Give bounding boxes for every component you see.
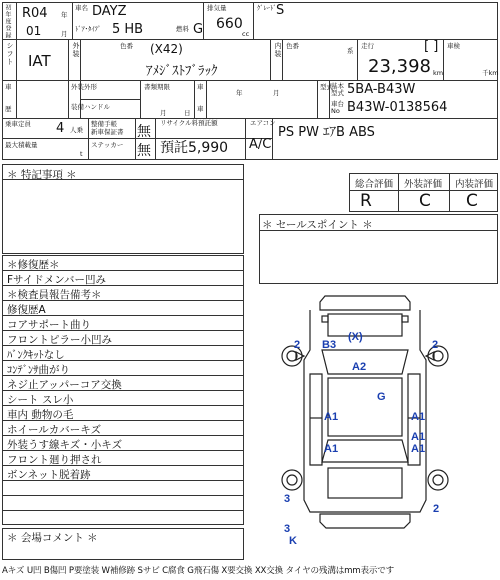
divider — [317, 80, 318, 118]
interior-rating-label: 内装評価 — [455, 179, 494, 190]
persons-label: 人乗 — [70, 126, 83, 134]
reg-year-label: 初年度登録 — [4, 4, 11, 39]
overall-rating-label: 総合評価 — [355, 179, 394, 190]
km-label: km — [433, 69, 444, 77]
note-text: ＊修復歴＊ — [7, 259, 60, 271]
recycle-label: リサイクル料預託額 — [160, 119, 218, 127]
divider — [16, 39, 17, 80]
damage-mark: 2 — [432, 339, 439, 351]
date-nen: 年 — [236, 89, 243, 97]
divider — [203, 2, 204, 39]
fuel-label: 燃料 — [176, 25, 189, 33]
divider — [245, 118, 246, 160]
note-row — [3, 436, 243, 451]
new-warranty-label: 新車保証書 — [91, 128, 124, 136]
note-text: ｺﾝﾃﾞﾝｻ曲がり — [7, 364, 70, 376]
maintenance-label: 整備手帳 — [91, 120, 117, 128]
damage-mark: A1 — [411, 411, 426, 423]
venue-comment-title: ＊ 会場コメント ＊ — [7, 532, 98, 544]
note-text: ネジ止アッパーコア交換 — [7, 379, 122, 391]
outer-shape-label: 外形 — [84, 83, 97, 91]
damage-mark: B3 — [322, 339, 337, 351]
divider — [72, 2, 73, 39]
car-name-value: DAYZ — [92, 4, 127, 19]
sales-point-box — [259, 214, 498, 284]
divider — [68, 80, 69, 118]
divider — [140, 80, 141, 118]
damage-mark: A1 — [324, 411, 339, 423]
door-type-value: 5 HB — [112, 22, 144, 37]
divider — [80, 99, 140, 100]
divider — [357, 39, 358, 80]
chassis-value: B43W-0138564 — [347, 100, 448, 115]
note-row — [3, 331, 243, 346]
damage-mark: K — [289, 535, 297, 547]
thousand-km-label: 千km — [482, 69, 499, 77]
shift-value: IAT — [28, 52, 51, 70]
features-box — [2, 164, 244, 254]
sales-point-title: ＊ セールスポイント ＊ — [262, 219, 373, 231]
note-text: 外装うす線キズ・小キズ — [7, 439, 123, 451]
note-row — [3, 496, 243, 511]
aircon-label: エアコン — [250, 119, 276, 127]
base-model-label: 基本型式 — [331, 82, 344, 97]
divider — [449, 173, 450, 212]
divider — [68, 39, 69, 80]
damage-legend: Aキズ U凹 B傷凹 P要塗装 W補修跡 Sサビ C腐食 G飛石傷 X要交換 XX交換 タイヤの残溝はmm表示です — [2, 566, 395, 576]
sticker-label: ステッカー — [91, 141, 124, 149]
date-tsuki: 月 — [160, 109, 167, 117]
equip-label: 装備 — [71, 103, 84, 111]
venue-comment-box — [2, 528, 244, 560]
car-damage-diagram — [280, 290, 450, 548]
door-type-label: ﾄﾞｱ･ﾀｲﾌﾟ — [75, 25, 101, 33]
note-row — [3, 451, 243, 466]
note-row — [3, 361, 243, 376]
kubun-label-2: 車 — [197, 105, 204, 113]
divider — [2, 80, 498, 81]
exterior-rating-value: C — [419, 191, 431, 211]
damage-mark: 3 — [284, 493, 291, 505]
nen-label: 年 — [61, 11, 68, 19]
color-code-value: (X42) — [150, 42, 183, 56]
features-title: ＊ 特記事項 ＊ — [7, 169, 77, 181]
chassis-label: 車台No — [331, 100, 344, 115]
divider — [88, 118, 89, 160]
note-text: ﾊﾞﾝｸｷｯﾄなし — [7, 349, 65, 361]
date-tsuki2: 月 — [273, 89, 280, 97]
history-label: 歴 — [5, 105, 12, 113]
damage-mark: A1 — [324, 443, 339, 455]
damage-mark: A1 — [411, 431, 426, 443]
cc-label: cc — [242, 30, 250, 38]
divider — [16, 80, 17, 118]
damage-mark: A1 — [411, 443, 426, 455]
note-row — [3, 421, 243, 436]
mileage-value: 23,398 — [368, 56, 431, 77]
color-code-label: 色番 — [120, 42, 133, 50]
shift-label: シフト — [6, 42, 14, 66]
grade-value: S — [276, 3, 285, 18]
car-name-label: 車名 — [75, 4, 88, 12]
damage-mark: 2 — [433, 503, 440, 515]
divider — [135, 118, 136, 160]
divider — [270, 39, 271, 80]
handle-label: ハンドル — [84, 103, 110, 111]
note-row — [3, 406, 243, 421]
sticker-value: 無 — [137, 143, 151, 159]
note-text: フロント廻り押され — [7, 454, 102, 466]
notes-box — [2, 255, 244, 525]
damage-mark: (X) — [348, 331, 363, 343]
note-text: ホイールカバーキズ — [7, 424, 102, 436]
inspection-label: 車検 — [447, 42, 460, 50]
mileage-bracket: [ ] — [424, 39, 439, 54]
divider — [398, 173, 399, 212]
date-hi: 日 — [184, 109, 191, 117]
note-text: フロントピラー小凹み — [7, 334, 112, 346]
note-text: ボンネット脱着跡 — [7, 469, 91, 481]
kubun-label: 車 — [197, 83, 204, 91]
base-model-value: 5BA-B43W — [347, 82, 416, 97]
displacement-label: 排気量 — [207, 4, 227, 12]
maintenance-value: 無 — [137, 124, 151, 140]
note-row — [3, 346, 243, 361]
exterior-color-label: 外装 — [72, 42, 80, 58]
displacement-value: 660 — [216, 16, 243, 32]
divider — [443, 39, 444, 80]
recycle-value: 預託5,990 — [160, 140, 229, 156]
note-text: ＊検査員報告備考＊ — [7, 289, 102, 301]
note-text: 車内 動物の毛 — [7, 409, 74, 421]
kei-label: 系 — [347, 47, 354, 55]
note-row — [3, 481, 243, 496]
divider — [206, 80, 207, 118]
interior-color-label: 色番 — [286, 42, 299, 50]
note-text: コアサポート曲り — [7, 319, 91, 331]
max-load-label: 最大積載量 — [5, 141, 38, 149]
damage-mark: A2 — [352, 361, 367, 373]
note-text: Fサイドメンバー凹み — [7, 274, 106, 286]
damage-mark: G — [377, 391, 386, 403]
equipment-value: PS PW ｴｱB ABS — [278, 125, 375, 140]
car-label: 車 — [5, 83, 12, 91]
note-row — [3, 511, 243, 526]
divider — [16, 2, 17, 39]
mileage-label: 走行 — [361, 42, 374, 50]
note-row — [3, 301, 243, 316]
divider — [88, 138, 135, 139]
note-row — [3, 466, 243, 481]
damage-mark: 3 — [284, 523, 291, 535]
divider — [3, 179, 243, 180]
capacity-value: 4 — [56, 121, 65, 136]
interior-label: 内装 — [274, 42, 282, 58]
exterior-rating-label: 外装評価 — [404, 179, 443, 190]
reg-year-value: R04 — [22, 6, 48, 21]
divider — [253, 2, 254, 39]
reg-month-value: 01 — [26, 24, 42, 38]
color-name-value: ｱﾒｼﾞｽﾄﾌﾞﾗｯｸ — [146, 64, 218, 79]
note-row — [3, 256, 243, 271]
capacity-label: 乗車定員 — [5, 120, 31, 128]
ton-label: t — [80, 150, 83, 158]
book-period-label: 書類期限 — [144, 83, 170, 91]
outer-label: 外装 — [71, 83, 84, 91]
note-row — [3, 286, 243, 301]
note-row — [3, 271, 243, 286]
grade-label: ｸﾞﾚｰﾄﾞ — [257, 4, 277, 12]
fuel-value: G — [193, 22, 204, 37]
interior-rating-value: C — [466, 191, 478, 211]
aircon-value: A/C — [249, 137, 272, 152]
overall-rating-value: R — [360, 191, 372, 211]
note-row — [3, 391, 243, 406]
divider — [155, 118, 156, 160]
divider — [260, 230, 497, 231]
note-text: 修復歴A — [7, 304, 46, 316]
divider — [194, 80, 195, 118]
note-row — [3, 316, 243, 331]
damage-mark: 2 — [294, 339, 301, 351]
tsuki-label: 月 — [61, 30, 68, 38]
model-label: 型式 — [320, 83, 333, 91]
note-text: シート スレ小 — [7, 394, 74, 406]
note-row — [3, 376, 243, 391]
